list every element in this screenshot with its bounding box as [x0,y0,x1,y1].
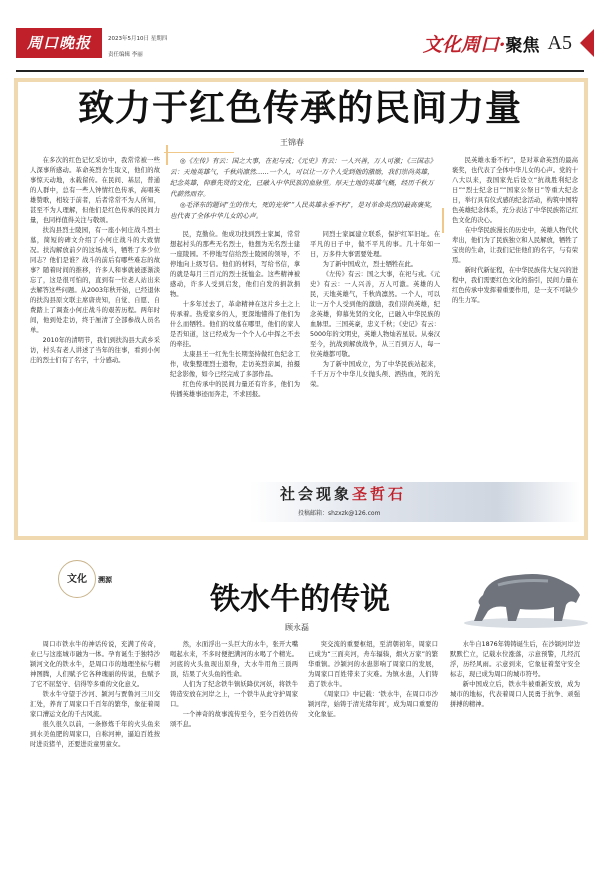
paragraph: 一个神奇的故事流传至今，至今百姓仍传颂不息。 [170,711,298,728]
submission-email: 投稿邮箱：shzxzk@126.com [298,510,381,517]
section-badge: 文化 [58,560,96,598]
paragraph: 周口市铁水牛的神话传说，充满了传奇，业已与这座城市融为一体。孕育诞生于独特沙颍河文化的铁水牛，是周口市的地理坐标与精神图腾，人们赋予它各种瑰丽的传说，也赋予了它不屈坚守、信得等多重的文化意义。 [30,641,160,688]
article-title: 致力于红色传承的民间力量 [77,88,522,129]
paragraph: 太康县王一红先生长期坚持做红色纪念工作，收集整理烈士遗物，走访英烈亲属，拍摄纪念影像，如今已经完成了多部作品。 [170,351,300,378]
article-column-1 [30,156,160,526]
article-column-3 [308,640,438,890]
article-column-4 [452,156,578,466]
header-right [423,28,594,58]
paragraph: 为了新中国成立，烈士牺牲在此。 [322,261,418,268]
intro-paragraph: ◎毛泽东的题词“生的伟大，死的光荣”“人民英雄永垂不朽”，是对革命英烈的最高褒奖，也代表了全体中华儿女的心声。 [170,201,437,220]
paragraph: 红色传承中的民间力量还有许多，他们为传播英雄事迹而奔走，不求回报。 [170,381,300,398]
paragraph: 《左传》有云：国之大事，在祀与戎。《元史》有云：一人兴善，万人可激。英雄的人民，天地英雄气，千秋尚凛然。一个人，可以让一万个人受到他的激励，我们崇尚英雄，纪念英雄，仰慕先贤的文化，已融入中华民族的血脉里。三国英豪，忠义千秋；《史记》有云：5000年的文明史，英雄人物灿若星辰。从秦汉至今，抗战到解放战争，从三百到万人，每一位英雄都可敬。 [310,271,440,358]
paragraph: 新时代新征程，在中华民族伟大复兴的进程中，我们需要红色文化的指引，民间力量在红色传承中发挥着重要作用，是一支不可缺少的生力军。 [452,267,578,304]
paragraph: 十多年过去了，革命精神在这片乡土之上传承着。热爱家乡的人，更深地懂得了他们为什么而牺牲。他们的坟墓在哪里，他们的家人是否知道，这已经成为一个个人心中挥之不去的牵挂。 [170,301,300,348]
newspaper-logo: 周口晚报 [16,28,102,58]
editor-credit: 责任编辑 李丽 [108,52,143,58]
header-rule [16,70,584,72]
paragraph: 铁水牛守望于沙河、颍河与贾鲁河三川交汇处，养育了周家口千百年的繁华，象征着周家口漕运文化的千古风流。 [30,691,160,718]
middle-columns [170,230,440,476]
paragraph: 《周家口》中记载：‘铁水牛，在周口市沙颍河岸，始铸于清光绪年间’，成为周口重要的文化象征。 [308,691,438,718]
paragraph: 人们为了纪念铁牛镇妖降伏河妖，将铁牛铸造安放在河岸之上，一个铁牛从此守护周家口。 [170,681,298,708]
iron-ox-statue-image [458,565,588,630]
paragraph: 为了新中国成立，为了中华民族站起来，千千万万个中华儿女抛头颅、洒热血，死的光荣。 [310,361,440,388]
paragraph: 同烈士家属建立联系，保护红军旧址。在平凡的日子中，做不平凡的事。几十年如一日，万多件大事需要处理。 [310,231,440,258]
column-banner [250,482,580,522]
article-intro [170,156,440,222]
article-column-1 [30,640,160,890]
article-author: 顾永磊 [285,623,309,632]
paragraph: 在中华民族漫长的历史中，英雄人物代代辈出，他们为了民族独立和人民解放，牺牲了宝贵的生命，让我们记住他们的名字，与有荣焉。 [452,227,578,264]
paragraph: 突交流的重要枢纽，至清朝初年，周家口已成为“三面夹河，舟车辐辏，烟火万家”的繁华重镇。沙颍河的水患影响了周家口的发展，为周家口百姓带来了灾难。为镇水患，人们铸造了铁水牛。 [308,641,438,688]
article-column-2 [170,640,298,890]
paragraph: 2010年的清明节，我们到扶沟县大武乡采访，村头有老人讲述了当年的往事，看到小何庄的烈士们有了名字，十分感动。 [30,337,160,364]
banner-title [280,485,406,503]
decor-line [442,208,444,233]
paragraph: 很久很久以前，一条修炼千年的火头鱼来到水美鱼肥的周家口，自称河神，逼迫百姓按时进贡猪羊，还要进贡童男童女。 [30,721,160,748]
section-title [423,30,540,57]
banner-label: 社会现象 [280,485,353,503]
issue-date: 2023年5月10日 星期四 [108,36,168,42]
paragraph: 新中国成立后，铁水牛被重新安放，成为城市的地标，代表着周口人民勇于抗争、顽强拼搏的精神。 [450,681,580,708]
intro-paragraph: ◎《左传》有云：国之大事，在祀与戎；《元史》有云：一人兴善，万人可激；《三国志》云：天地英雄气，千秋尚凛然……一个人，可以让一万个人受到他的激励，我们崇尚英雄，纪念英雄，仰慕先贤的文化，已融入中华民族的血脉里。厚天土地的英雄气概，经历千秋万代薪然而存。 [170,157,437,198]
paragraph: 然，水面浮出一头巨大的水牛，张开大嘴喝起水来，不多时便把满河的水喝了个精光。河底的火头鱼现出原身，大水牛用角三顶两顶，结果了火头鱼的性命。 [170,641,298,678]
article-column-3 [310,230,440,476]
section-sub: 聚焦 [505,35,540,56]
section-badge-sub: 溯源 [98,576,112,584]
paragraph: 民英雄永垂不朽”，是对革命英烈的最高褒奖，也代表了全体中华儿女的心声。党的十八大以来，我国家先后设立“抗战胜利纪念日”“烈士纪念日”“国家公祭日”等重大纪念日，举行具有仪式感的纪念活动，构筑中国特色英雄纪念体系，充分表达了中华民族铭记红色文化的决心。 [452,157,578,224]
decor-line [166,145,168,165]
paragraph: 在多次的红色记忆采访中，我常常被一些人深事所感动。革命英烈舍生取义，他们的故事惊天动地，永载留传。在民间、基层，普通的人群中，总有一些人钟情红色传承，高唱英雄赞歌，相较于前者，后者常常不为人所知，甚至不为人理解，但他们是红色传承的民间力量，也同样值得关注与敬颂。 [30,157,160,224]
article-title: 铁水牛的传说 [210,582,390,617]
article-column-2 [170,230,300,476]
page-number: A5 [547,31,572,54]
paragraph: 扶沟县烈士陵园，有一座小何庄战斗烈士墓，简短的碑文介绍了小何庄战斗的大致情况。扶沟解放前夕的这场战斗，牺牲了多少位同志？他们是谁？战斗的前后有哪些难忘的故事？随着时间的推移，许多人和事就被逐渐淡忘了，这是很可怕的，直到有一位老人站出来去解答这些问题。从2003年秋开始，已经退休的扶沟县原文联主席唐贵知，自觉、自愿、自费踏上了调查小何庄战斗的艰苦历程。两年时间，他到处走访，终于厘清了全部参战人员名单。 [30,227,160,334]
page-flag-icon [580,29,594,57]
article-column-4 [450,640,580,890]
paragraph: 水牛自1876年铸铸诞生后，在沙颍河岸边默默伫立，记载水位涨落，示意预警，几经沉浮，历经风雨。示意到来，它象征着坚守安全标志，现已成为周口的城市符号。 [450,641,580,678]
decor-line [164,152,234,153]
article-author: 王锦春 [280,138,304,147]
banner-brand: 圣哲石 [352,485,407,503]
paragraph: 民，克勤俭。他成功找到烈士家属，常常想起村头的那些无名烈士，他想为无名烈士建一座陵园。不停地写信给烈士陵园的领导，不停地向上级写信。他们的材料，写给书信，拿的就是每月三百元的烈士抚恤金。这些精神被感动，许多人受到启发，他们自发的捐款捐物。 [170,231,300,298]
article-middle [170,156,440,476]
section-name: 文化周口· [422,33,506,56]
